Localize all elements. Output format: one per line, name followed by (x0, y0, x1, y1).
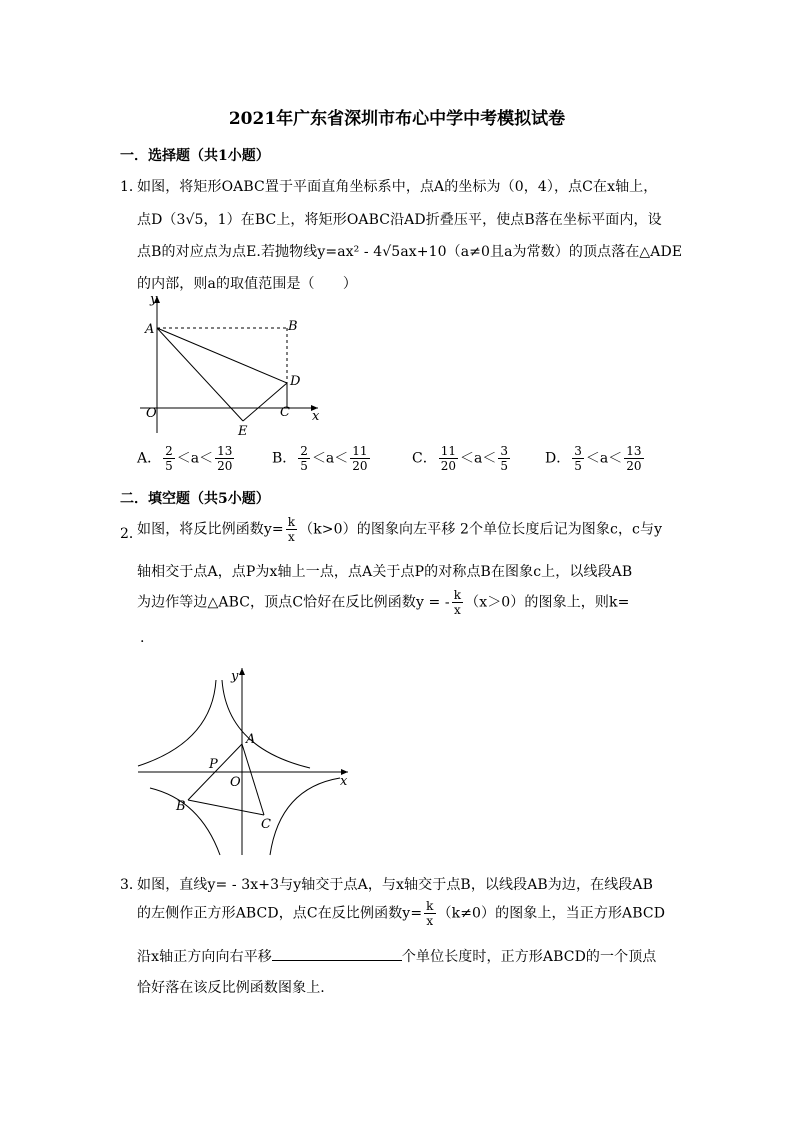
fraction (350, 444, 369, 473)
fraction-denominator: 5 (574, 459, 582, 473)
fraction-denominator: 20 (626, 459, 642, 473)
q1-option-a[interactable] (137, 444, 236, 473)
q2-fig-label-A: A (246, 732, 256, 747)
q1-fig-label-D: D (290, 374, 301, 389)
fraction (163, 444, 175, 473)
q1-option-b[interactable] (272, 444, 372, 473)
q2-fig-label-x: x (340, 774, 348, 789)
fraction-denominator: 20 (217, 459, 233, 473)
q3-line-3-text-b: 个单位长度时，正方形ABCD的一个顶点 (401, 949, 657, 965)
option-inequality: ＜a＜ (176, 450, 214, 467)
q1-fig-label-x: x (312, 409, 320, 424)
q3-line-4: 恰好落在该反比例函数图象上. (137, 980, 325, 996)
fraction-denominator: 5 (165, 459, 173, 473)
fraction (572, 444, 584, 473)
q2-line-4: . (140, 630, 145, 646)
q1-fig-label-C: C (280, 405, 290, 420)
q2-fig-label-O: O (230, 775, 241, 790)
q2-line-2: 轴相交于点A，点P为x轴上一点，点A关于点P的对称点B在图象c上，以线段AB (137, 564, 633, 580)
q3-line-2 (137, 899, 665, 928)
q1-line-2: 点D（3√5，1）在BC上，将矩形OABC沿AD折叠压平，使点B落在坐标平面内，设 (137, 212, 662, 228)
option-inequality: ＜a＜ (585, 450, 623, 467)
fraction-numerator: k (453, 588, 462, 602)
option-inequality: ＜a＜ (311, 450, 349, 467)
q1-line-1: 如图，将矩形OABC置于平面直角坐标系中，点A的坐标为（0，4），点C在x轴上， (137, 179, 658, 195)
question-3-number: 3． (120, 877, 143, 893)
fraction (424, 899, 435, 928)
section-heading-fill: 二．填空题（共5小题） (120, 491, 270, 507)
q3-line-2-text-a: 的左侧作正方形ABCD，点C在反比例函数y= (137, 905, 423, 922)
fraction (298, 444, 310, 473)
fraction-denominator: x (426, 914, 434, 928)
q2-line-3 (137, 588, 629, 617)
page-title: 2021年广东省深圳市布心中学中考模拟试卷 (228, 109, 566, 129)
fraction-denominator: x (453, 603, 461, 617)
q1-fig-label-B: B (288, 319, 298, 334)
q2-fig-label-y: y (231, 669, 239, 684)
q1-fig-label-O: O (146, 406, 157, 421)
q2-line-1 (137, 515, 662, 544)
q1-fig-label-y: y (150, 292, 158, 307)
q3-line-2-text-b: （k≠0）的图象上，当正方形ABCD (437, 905, 666, 922)
fraction-numerator: 13 (217, 444, 233, 458)
option-letter: C． (412, 450, 437, 467)
fraction-numerator: k (426, 899, 434, 913)
q3-line-3-text-a: 沿x轴正方向向右平移 (137, 949, 272, 965)
fraction (215, 444, 234, 473)
q1-fig-label-E: E (238, 424, 248, 438)
q2-fig-label-B: B (176, 799, 186, 814)
fraction-denominator: 5 (500, 459, 508, 473)
fraction-numerator: 2 (300, 444, 308, 458)
q2-fig-label-P: P (209, 757, 218, 772)
fraction (624, 444, 643, 473)
option-letter: B． (272, 450, 297, 467)
q2-line-3-text-a: 为边作等边△ABC，顶点C恰好在反比例函数y = - (137, 594, 450, 611)
fraction-denominator: 20 (440, 459, 456, 473)
fraction (439, 444, 458, 473)
fraction-denominator: 5 (300, 459, 308, 473)
fraction-numerator: k (287, 515, 296, 529)
q2-fig-label-C: C (261, 817, 271, 832)
q1-fig-label-A: A (145, 322, 155, 337)
q2-line-1-text-b: （k>0）的图象向左平移 2个单位长度后记为图象c，c与y (299, 521, 663, 538)
q2-line-3-text-b: （x＞0）的图象上，则k= (465, 594, 630, 611)
fraction (286, 515, 297, 544)
question-2-number: 2． (120, 526, 143, 542)
question-1-number: 1． (120, 179, 143, 195)
fraction-denominator: x (288, 530, 295, 544)
fraction (498, 444, 510, 473)
option-letter: A． (137, 450, 162, 467)
section-heading-choice: 一．选择题（共1小题） (120, 148, 270, 164)
q2-figure (130, 660, 360, 860)
fraction-denominator: 20 (352, 459, 368, 473)
q1-line-4: 的内部，则a的取值范围是（ ） (137, 276, 357, 292)
option-inequality: ＜a＜ (460, 450, 497, 467)
fraction-numerator: 2 (165, 444, 173, 458)
q1-line-3: 点B的对应点为点E.若抛物线y=ax² - 4√5ax+10（a≠0且a为常数）的顶点落在△ADE (137, 244, 683, 260)
fraction-numerator: 11 (352, 444, 368, 458)
q2-line-1-text-a: 如图，将反比例函数y= (137, 521, 284, 538)
fraction-numerator: 3 (500, 444, 508, 458)
fraction-numerator: 11 (440, 444, 456, 458)
q3-line-3 (137, 946, 656, 966)
q3-line-1: 如图，直线y= - 3x+3与y轴交于点A，与x轴交于点B，以线段AB为边，在线段AB (137, 877, 654, 893)
q1-figure (130, 288, 330, 438)
fraction (452, 588, 463, 617)
answer-blank[interactable] (272, 946, 402, 961)
fraction-numerator: 3 (574, 444, 582, 458)
q1-option-c[interactable] (412, 444, 512, 473)
option-letter: D． (545, 450, 571, 467)
q1-option-d[interactable] (545, 444, 646, 473)
fraction-numerator: 13 (626, 444, 642, 458)
